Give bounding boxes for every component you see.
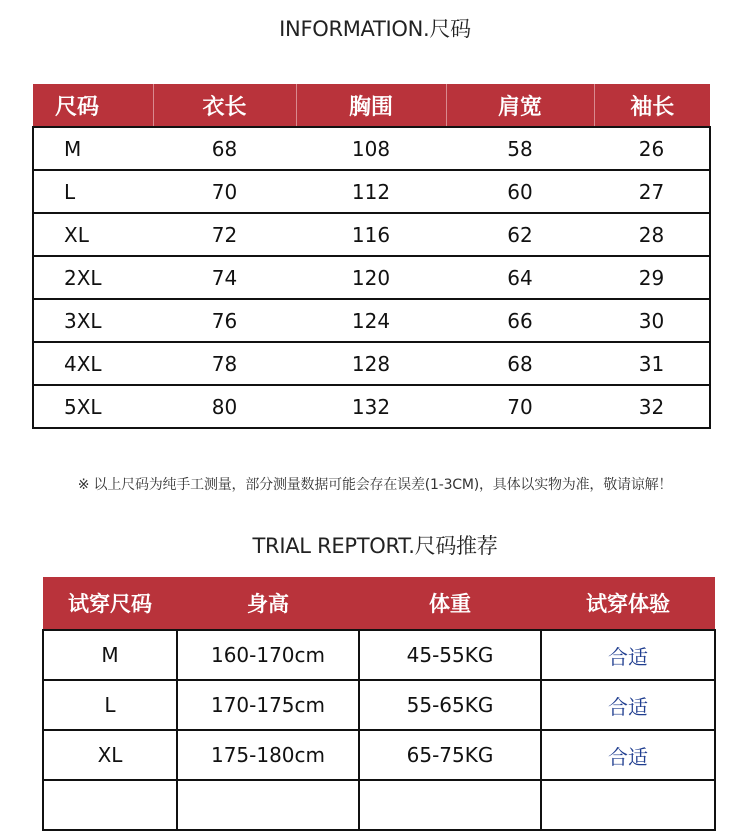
cell-trial-size: XL xyxy=(43,730,177,780)
table-row xyxy=(33,342,710,385)
cell-sleeve: 27 xyxy=(594,170,710,213)
cell-chest: 124 xyxy=(296,299,446,342)
cell-sleeve: 31 xyxy=(594,342,710,385)
cell-size: 2XL xyxy=(33,256,153,299)
trial-report-table xyxy=(42,577,716,831)
cell-length: 70 xyxy=(153,170,296,213)
table-row xyxy=(33,385,710,428)
col-header-sleeve: 袖长 xyxy=(594,84,710,127)
cell-length: 72 xyxy=(153,213,296,256)
cell-shoulder: 62 xyxy=(446,213,594,256)
cell-experience: 合适 xyxy=(541,680,715,730)
cell-height: 160-170cm xyxy=(177,630,359,680)
cell-length: 68 xyxy=(153,127,296,170)
cell-length: 74 xyxy=(153,256,296,299)
cell-size: M xyxy=(33,127,153,170)
cell-shoulder: 60 xyxy=(446,170,594,213)
size-chart-header-row xyxy=(33,84,710,127)
cell-length: 76 xyxy=(153,299,296,342)
cell-weight: 45-55KG xyxy=(359,630,541,680)
cell-trial-size: M xyxy=(43,630,177,680)
table-row xyxy=(33,170,710,213)
size-info-heading: INFORMATION.尺码 xyxy=(279,17,471,41)
cell-trial-size: L xyxy=(43,680,177,730)
col-header-size: 尺码 xyxy=(33,84,153,127)
col-header-shoulder: 肩宽 xyxy=(446,84,594,127)
cell-experience xyxy=(541,780,715,830)
cell-size: 5XL xyxy=(33,385,153,428)
trial-report-heading: TRIAL REPTORT.尺码推荐 xyxy=(252,534,498,558)
trial-header-row xyxy=(43,577,715,630)
table-row xyxy=(33,299,710,342)
cell-size: L xyxy=(33,170,153,213)
cell-sleeve: 28 xyxy=(594,213,710,256)
cell-sleeve: 32 xyxy=(594,385,710,428)
cell-experience: 合适 xyxy=(541,730,715,780)
col-header-length: 衣长 xyxy=(153,84,296,127)
cell-height: 175-180cm xyxy=(177,730,359,780)
cell-shoulder: 64 xyxy=(446,256,594,299)
table-row xyxy=(43,680,715,730)
cell-experience: 合适 xyxy=(541,630,715,680)
table-row xyxy=(33,213,710,256)
cell-length: 78 xyxy=(153,342,296,385)
table-row xyxy=(43,730,715,780)
cell-size: XL xyxy=(33,213,153,256)
cell-weight: 65-75KG xyxy=(359,730,541,780)
table-row xyxy=(33,127,710,170)
cell-chest: 112 xyxy=(296,170,446,213)
col-header-height: 身高 xyxy=(177,577,359,630)
table-row xyxy=(43,630,715,680)
cell-chest: 132 xyxy=(296,385,446,428)
cell-chest: 128 xyxy=(296,342,446,385)
cell-height: 170-175cm xyxy=(177,680,359,730)
cell-trial-size xyxy=(43,780,177,830)
table-row xyxy=(43,780,715,830)
cell-shoulder: 58 xyxy=(446,127,594,170)
cell-weight xyxy=(359,780,541,830)
table-row xyxy=(33,256,710,299)
cell-height xyxy=(177,780,359,830)
measurement-note: ※ 以上尺码为纯手工测量，部分测量数据可能会存在误差(1-3CM)，具体以实物为准，敬请谅解！ xyxy=(77,477,673,493)
cell-weight: 55-65KG xyxy=(359,680,541,730)
cell-shoulder: 70 xyxy=(446,385,594,428)
cell-chest: 108 xyxy=(296,127,446,170)
cell-size: 3XL xyxy=(33,299,153,342)
cell-shoulder: 68 xyxy=(446,342,594,385)
cell-chest: 120 xyxy=(296,256,446,299)
cell-shoulder: 66 xyxy=(446,299,594,342)
col-header-experience: 试穿体验 xyxy=(541,577,715,630)
size-chart-table xyxy=(32,84,711,429)
cell-length: 80 xyxy=(153,385,296,428)
cell-sleeve: 26 xyxy=(594,127,710,170)
cell-size: 4XL xyxy=(33,342,153,385)
cell-sleeve: 29 xyxy=(594,256,710,299)
col-header-trial-size: 试穿尺码 xyxy=(43,577,177,630)
col-header-chest: 胸围 xyxy=(296,84,446,127)
col-header-weight: 体重 xyxy=(359,577,541,630)
cell-chest: 116 xyxy=(296,213,446,256)
cell-sleeve: 30 xyxy=(594,299,710,342)
